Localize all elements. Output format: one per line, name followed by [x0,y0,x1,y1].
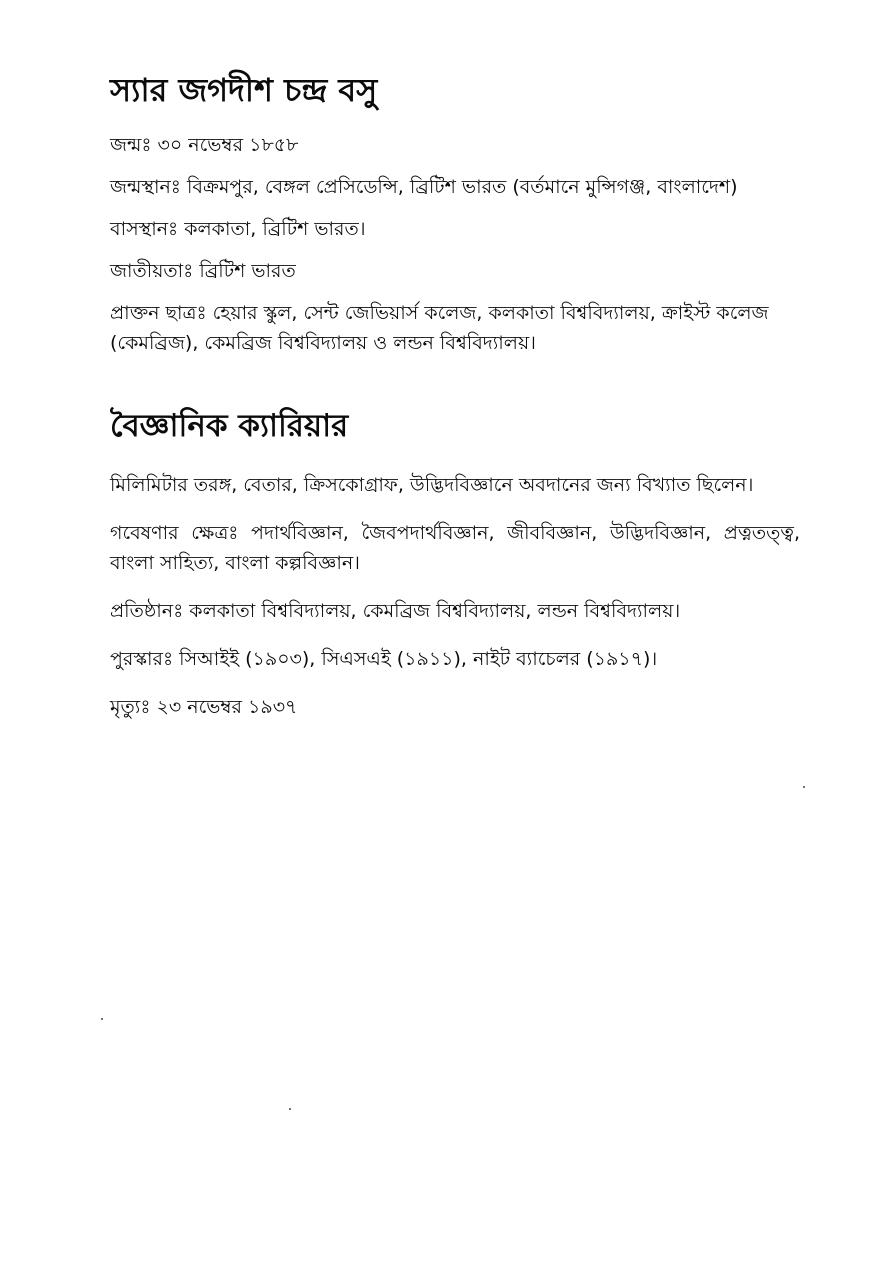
biography-section [110,130,800,358]
alma-mater: প্রাক্তন ছাত্রঃ হেয়ার স্কুল, সেন্ট জেভিয়ার্স কলেজ, কলকাতা বিশ্ববিদ্যালয়, ক্রাইস্ট কলেজ (কেমব্রিজ), কেমব্রিজ বিশ্ববিদ্যালয় ও লন্ডন বিশ্ববিদ্যালয়। [110,302,769,354]
birth-date: জন্মঃ ৩০ নভেম্বর ১৮৫৮ [110,134,299,156]
death-date-paragraph: মৃত্যুঃ ২৩ নভেম্বর ১৯৩৭ [110,696,298,718]
page-title: স্যার জগদীশ চন্দ্র বসু [110,71,378,109]
scan-speck [289,1108,291,1110]
nationality: জাতীয়তাঃ ব্রিটিশ ভারত [110,260,296,282]
scan-speck [101,1018,103,1020]
known-for-paragraph: মিলিমিটার তরঙ্গ, বেতার, ক্রিসকোগ্রাফ, উদ্ভিদবিজ্ঞানে অবদানের জন্য বিখ্যাত ছিলেন। [110,474,754,496]
research-fields-paragraph: গবেষণার ক্ষেত্রঃ পদার্থবিজ্ঞান, জৈবপদার্থবিজ্ঞান, জীববিজ্ঞান, উদ্ভিদবিজ্ঞান, প্রত্নতত্ত্ব, বাংলা সাহিত্য, বাংলা কল্পবিজ্ঞান। [110,522,800,574]
career-section [110,470,800,722]
scan-speck [803,786,805,788]
birth-place: জন্মস্থানঃ বিক্রমপুর, বেঙ্গল প্রেসিডেন্সি, ব্রিটিশ ভারত (বর্তমানে মুন্সিগঞ্জ, বাংলাদেশ) [110,176,738,198]
section-heading-career: বৈজ্ঞানিক ক্যারিয়ার [110,408,349,444]
awards-paragraph: পুরস্কারঃ সিআইই (১৯০৩), সিএসএই (১৯১১), নাইট ব্যাচেলর (১৯১৭)। [110,648,658,670]
residence: বাসস্থানঃ কলকাতা, ব্রিটিশ ভারত। [110,218,366,240]
institutions-paragraph: প্রতিষ্ঠানঃ কলকাতা বিশ্ববিদ্যালয়, কেমব্রিজ বিশ্ববিদ্যালয়, লন্ডন বিশ্ববিদ্যালয়। [110,600,681,622]
